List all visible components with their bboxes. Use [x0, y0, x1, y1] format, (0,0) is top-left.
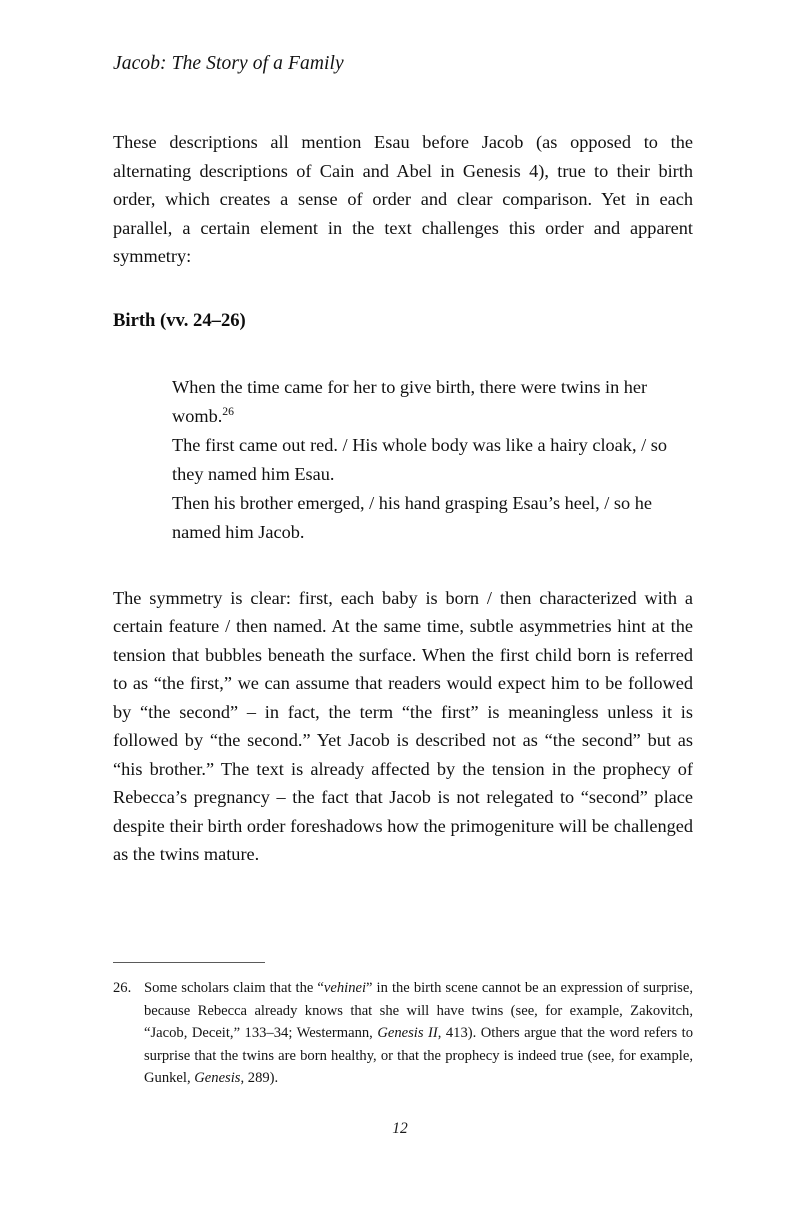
section-heading-birth: Birth (vv. 24–26)	[113, 309, 246, 331]
footnote-text-part-1: Some scholars claim that the “	[144, 980, 324, 996]
page-number-folio: 12	[392, 1120, 408, 1137]
quote-line-3: Then his brother emerged, / his hand grasping Esau’s heel, / so he named him Jacob.	[172, 492, 652, 542]
quote-line-2: The first came out red. / His whole body was like a hairy cloak, / so they named him Esau.	[172, 434, 667, 484]
page-content	[113, 0, 693, 869]
quote-line-1	[172, 373, 693, 431]
footnote-text-part-3: , 413). Others argue that the word refers to surprise that the twins are born healthy, or that the prophecy is indeed true (see, for example, Gunkel,	[144, 1025, 694, 1087]
footnote-reference-marker[interactable]: 26	[222, 404, 234, 418]
scripture-block-quote	[113, 334, 693, 547]
footnote-text-part-4: , 289).	[240, 1070, 279, 1087]
footnote-section	[113, 962, 693, 1090]
quote-line-1-text: When the time came for her to give birth, there were twins in her womb.	[172, 376, 648, 426]
footnote-italic-vehinei: vehinei	[323, 980, 367, 996]
body-paragraph-2: The symmetry is clear: first, each baby is born / then characterized with a certain feature / then named. At the same time, subtle asymmetries hint at the tension that bubbles beneath the surface. When the first child born is referred to as “the first,” we can assume that readers would expect him to be followed by “the second” – in fact, the term “the first” is meaningless unless it is followed by “the second.” Yet Jacob is described not as “the second” but as “his brother.” The text is already affected by the tension in the prophecy of Rebecca’s pregnancy – the fact that Jacob is not relegated to “second” place despite their birth order foreshadows how the primogeniture will be challenged as the twins mature.	[113, 587, 693, 865]
footnote-italic-genesis: Genesis	[194, 1070, 241, 1087]
footnote-text-part-2: ” in the birth scene cannot be an expression of surprise, because Rebecca already knows that she will have twins (see, for example, Zakovitch, “Jacob, Deceit,” 133–34; Westermann,	[144, 980, 693, 1042]
running-head: Jacob: The Story of a Family	[113, 53, 344, 74]
body-paragraph-1: These descriptions all mention Esau before Jacob (as opposed to the alternating descriptions of Cain and Abel in Genesis 4), true to their birth order, which creates a sense of order and clear comparison. Yet in each parallel, a certain element in the text challenges this order and apparent symmetry:	[113, 132, 693, 267]
footnote-italic-genesis-ii: Genesis II	[377, 1025, 438, 1042]
footnote-separator-rule	[113, 962, 265, 963]
footnote-number: 26.	[113, 980, 132, 996]
footnote-item-26	[113, 977, 693, 1090]
